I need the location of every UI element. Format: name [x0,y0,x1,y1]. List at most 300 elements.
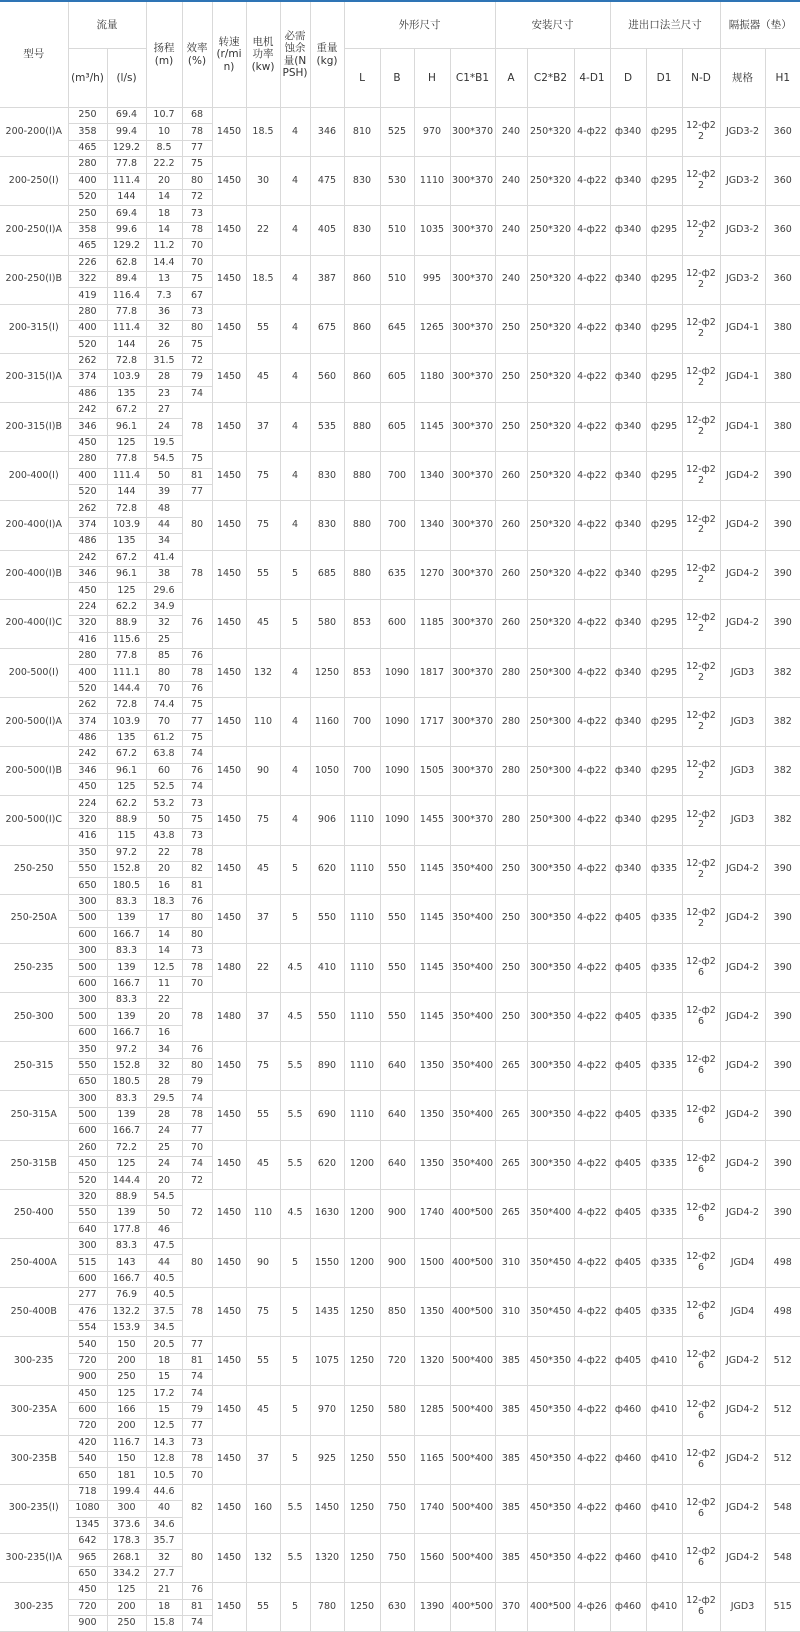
data-cell: 380 [765,353,800,402]
data-cell: 111.4 [107,468,146,484]
data-cell: ф295 [646,599,682,648]
data-cell: 1350 [414,1288,450,1337]
data-cell: 5 [280,599,310,648]
data-cell: 1450 [212,255,246,304]
data-cell: 10 [146,124,182,140]
data-cell: 18 [146,206,182,222]
table-row [0,943,800,959]
data-cell: 4 [280,353,310,402]
data-cell: 650 [68,878,107,894]
data-cell: 1110 [344,845,380,894]
data-cell: 166.7 [107,1025,146,1041]
data-cell: 620 [310,1140,344,1189]
data-cell: 1450 [212,747,246,796]
model-cell: 250-315A [0,1091,68,1140]
data-cell: 181 [107,1468,146,1484]
data-cell: 1450 [212,1484,246,1533]
data-cell: 382 [765,698,800,747]
data-cell: JGD4-2 [720,1435,765,1484]
model-cell: 200-315(I) [0,304,68,353]
data-cell: ф405 [610,993,646,1042]
data-cell: 75 [246,452,280,501]
data-cell: 265 [495,1189,527,1238]
data-cell: 17 [146,911,182,927]
data-cell: 250*320 [527,255,574,304]
efficiency-merged-cell: 82 [182,1484,212,1533]
data-cell: 385 [495,1484,527,1533]
data-cell: 690 [310,1091,344,1140]
data-cell: 250 [107,1370,146,1386]
data-cell: 17.2 [146,1386,182,1402]
data-cell: 70 [182,239,212,255]
data-cell: 4-ф22 [574,943,610,992]
data-cell: JGD4-2 [720,1533,765,1582]
data-cell: 73 [182,796,212,812]
data-cell: 96.1 [107,566,146,582]
data-cell: 54.5 [146,452,182,468]
data-cell: 4-ф22 [574,108,610,157]
data-cell: ф405 [610,1140,646,1189]
data-cell: JGD4-2 [720,1091,765,1140]
data-cell: 400*500 [450,1189,495,1238]
data-cell: 250*320 [527,206,574,255]
data-cell: 24 [146,1124,182,1140]
data-cell: 1450 [212,1238,246,1287]
data-cell: 4.5 [280,1189,310,1238]
data-cell: 80 [182,927,212,943]
data-cell: 20 [146,861,182,877]
table-row [0,993,800,1009]
data-cell: 880 [344,452,380,501]
data-cell: 67.2 [107,747,146,763]
data-cell: 26 [146,337,182,353]
data-cell: ф460 [610,1583,646,1632]
data-cell: 970 [414,108,450,157]
data-cell: 370 [495,1583,527,1632]
data-cell: 139 [107,911,146,927]
data-cell: 12-ф26 [682,1238,720,1287]
data-cell: 400 [68,665,107,681]
data-cell: 28 [146,370,182,386]
data-cell: 310 [495,1288,527,1337]
data-cell: 346 [68,566,107,582]
data-cell: JGD4-2 [720,894,765,943]
data-cell: 400 [68,468,107,484]
data-cell: 250*320 [527,599,574,648]
data-cell: 374 [68,714,107,730]
data-cell: ф340 [610,353,646,402]
data-cell: 250*320 [527,108,574,157]
data-cell: 550 [310,894,344,943]
data-cell: 1285 [414,1386,450,1435]
header-spec: 规格 [720,49,765,108]
data-cell: JGD4 [720,1288,765,1337]
data-cell: 250 [495,993,527,1042]
data-cell: 4-ф22 [574,1288,610,1337]
data-cell: 18.5 [246,108,280,157]
model-cell: 200-200(I)A [0,108,68,157]
data-cell: 1350 [414,1140,450,1189]
data-cell: 1740 [414,1484,450,1533]
data-cell: 12-ф22 [682,501,720,550]
data-cell: 12-ф26 [682,1042,720,1091]
data-cell: 520 [68,189,107,205]
data-cell: 640 [68,1222,107,1238]
data-cell: 500*400 [450,1435,495,1484]
data-cell: 25 [146,1140,182,1156]
data-cell: 346 [68,419,107,435]
data-cell: 144.4 [107,1173,146,1189]
data-cell: 385 [495,1386,527,1435]
data-cell: ф295 [646,648,682,697]
data-cell: 1340 [414,501,450,550]
data-cell: 750 [380,1484,414,1533]
data-cell: 81 [182,1599,212,1615]
data-cell: JGD3 [720,1583,765,1632]
data-cell: 250 [68,108,107,124]
table-row [0,648,800,664]
data-cell: 1450 [212,648,246,697]
data-cell: 250 [495,403,527,452]
data-cell: 1450 [212,206,246,255]
efficiency-merged-cell: 76 [182,599,212,648]
data-cell: 43.8 [146,829,182,845]
data-cell: 385 [495,1435,527,1484]
data-cell: 132.2 [107,1304,146,1320]
table-row [0,698,800,714]
data-cell: 72.2 [107,1140,146,1156]
data-cell: ф410 [646,1386,682,1435]
data-cell: 4-ф22 [574,206,610,255]
model-cell: 200-400(I) [0,452,68,501]
data-cell: 55 [246,1337,280,1386]
data-cell: 4 [280,796,310,845]
data-cell: 81 [182,878,212,894]
data-cell: 240 [495,157,527,206]
data-cell: 125 [107,1157,146,1173]
data-cell: 500 [68,1107,107,1123]
data-cell: 44.6 [146,1484,182,1500]
data-cell: 650 [68,1075,107,1091]
data-cell: ф295 [646,796,682,845]
data-cell: 750 [380,1533,414,1582]
table-body [0,2,800,1632]
data-cell: 53.2 [146,796,182,812]
header-ND: N-D [682,49,720,108]
data-cell: 85 [146,648,182,664]
data-cell: 970 [310,1386,344,1435]
data-cell: 1630 [310,1189,344,1238]
data-cell: 37 [246,1435,280,1484]
data-cell: 548 [765,1484,800,1533]
data-cell: 1110 [344,993,380,1042]
table-row [0,1583,800,1599]
data-cell: 152.8 [107,1058,146,1074]
data-cell: 360 [765,108,800,157]
data-cell: 81 [182,468,212,484]
data-cell: 12-ф26 [682,1435,720,1484]
data-cell: 400*500 [527,1583,574,1632]
data-cell: 75 [182,730,212,746]
pump-spec-table [0,2,800,1632]
data-cell: 4-ф26 [574,1583,610,1632]
data-cell: 12-ф22 [682,304,720,353]
data-cell: 600 [380,599,414,648]
data-cell: 15.8 [146,1615,182,1631]
data-cell: 650 [68,1468,107,1484]
data-cell: ф335 [646,1288,682,1337]
data-cell: 580 [310,599,344,648]
data-cell: ф335 [646,943,682,992]
data-cell: 36 [146,304,182,320]
data-cell: 250*320 [527,403,574,452]
data-cell: 550 [380,1435,414,1484]
data-cell: JGD4-2 [720,501,765,550]
data-cell: 530 [380,157,414,206]
data-cell: 60 [146,763,182,779]
data-cell: 76 [182,1042,212,1058]
data-cell: 390 [765,993,800,1042]
data-cell: ф340 [610,157,646,206]
data-cell: 1180 [414,353,450,402]
data-cell: 77 [182,714,212,730]
data-cell: 73 [182,829,212,845]
data-cell: 380 [765,304,800,353]
data-cell: 1200 [344,1238,380,1287]
model-cell: 250-315B [0,1140,68,1189]
data-cell: 4 [280,747,310,796]
data-cell: 50 [146,812,182,828]
data-cell: 4-ф22 [574,1435,610,1484]
efficiency-merged-cell: 78 [182,403,212,452]
data-cell: 346 [68,763,107,779]
data-cell: 61.2 [146,730,182,746]
data-cell: 1450 [212,845,246,894]
data-cell: 645 [380,304,414,353]
data-cell: 12-ф22 [682,698,720,747]
data-cell: 5 [280,550,310,599]
data-cell: 34.6 [146,1517,182,1533]
data-cell: 1250 [344,1583,380,1632]
data-cell: ф295 [646,698,682,747]
data-cell: 144 [107,189,146,205]
data-cell: 4 [280,452,310,501]
data-cell: ф460 [610,1386,646,1435]
data-cell: 4-ф22 [574,698,610,747]
data-cell: 512 [765,1337,800,1386]
data-cell: 250*320 [527,157,574,206]
data-cell: 900 [68,1370,107,1386]
data-cell: 1480 [212,993,246,1042]
data-cell: 322 [68,271,107,287]
data-cell: 1165 [414,1435,450,1484]
data-cell: 1090 [380,698,414,747]
data-cell: 260 [495,501,527,550]
data-cell: 12-ф22 [682,796,720,845]
data-cell: 22 [146,845,182,861]
data-cell: 250*300 [527,796,574,845]
data-cell: 75 [182,698,212,714]
data-cell: 650 [68,1566,107,1582]
header-speed: 转速(r/min) [212,2,246,108]
header-4D1: 4-D1 [574,49,610,108]
data-cell: 300*350 [527,894,574,943]
table-row [0,1189,800,1205]
data-cell: 300*370 [450,206,495,255]
data-cell: 166 [107,1402,146,1418]
data-cell: 12-ф22 [682,599,720,648]
data-cell: 1450 [212,1583,246,1632]
data-cell: 382 [765,796,800,845]
data-cell: 280 [68,452,107,468]
data-cell: 350 [68,1042,107,1058]
data-cell: JGD3-2 [720,157,765,206]
model-cell: 200-250(I)B [0,255,68,304]
data-cell: 300*350 [527,845,574,894]
data-cell: 300*350 [527,993,574,1042]
header-H1: H1 [765,49,800,108]
data-cell: 550 [68,1206,107,1222]
data-cell: 39 [146,484,182,500]
table-row [0,108,800,124]
data-cell: 925 [310,1435,344,1484]
data-cell: 74 [182,1370,212,1386]
data-cell: 450 [68,780,107,796]
data-cell: ф295 [646,255,682,304]
data-cell: 55 [246,550,280,599]
data-cell: 34.5 [146,1320,182,1336]
data-cell: JGD4-2 [720,1042,765,1091]
data-cell: 400*500 [450,1288,495,1337]
data-cell: 1435 [310,1288,344,1337]
table-row [0,747,800,763]
data-cell: 18.5 [246,255,280,304]
data-cell: 390 [765,1091,800,1140]
data-cell: 103.9 [107,714,146,730]
data-cell: 4-ф22 [574,157,610,206]
data-cell: 1450 [212,1533,246,1582]
data-cell: 5 [280,1386,310,1435]
data-cell: 675 [310,304,344,353]
data-cell: 139 [107,1009,146,1025]
data-cell: 45 [246,1386,280,1435]
data-cell: 72.8 [107,698,146,714]
data-cell: 380 [765,403,800,452]
data-cell: 139 [107,1206,146,1222]
data-cell: 78 [182,960,212,976]
data-cell: JGD4-2 [720,599,765,648]
data-cell: 300*370 [450,648,495,697]
data-cell: 350*400 [450,1140,495,1189]
data-cell: 4 [280,206,310,255]
data-cell: 4-ф22 [574,845,610,894]
data-cell: 720 [380,1337,414,1386]
data-cell: 96.1 [107,419,146,435]
data-cell: 69.4 [107,108,146,124]
data-cell: 500*400 [450,1533,495,1582]
data-cell: 450 [68,1583,107,1599]
data-cell: ф340 [610,403,646,452]
data-cell: ф295 [646,353,682,402]
table-row [0,1238,800,1254]
data-cell: 1250 [310,648,344,697]
data-cell: 77.8 [107,648,146,664]
data-cell: 4-ф22 [574,894,610,943]
data-cell: 853 [344,648,380,697]
data-cell: 390 [765,550,800,599]
data-cell: 144 [107,337,146,353]
data-cell: 55 [246,1583,280,1632]
data-cell: 44 [146,517,182,533]
data-cell: 77 [182,484,212,500]
data-cell: 300*350 [527,1140,574,1189]
data-cell: 382 [765,648,800,697]
data-cell: 500*400 [450,1386,495,1435]
data-cell: 1185 [414,599,450,648]
data-cell: 262 [68,501,107,517]
data-cell: 605 [380,403,414,452]
data-cell: 280 [495,648,527,697]
table-row [0,845,800,861]
data-cell: 300*350 [527,1091,574,1140]
data-cell: 260 [495,599,527,648]
data-cell: 880 [344,550,380,599]
header-D1: D1 [646,49,682,108]
data-cell: 242 [68,550,107,566]
data-cell: 77 [182,140,212,156]
data-cell: 540 [68,1337,107,1353]
data-cell: 74 [182,780,212,796]
model-cell: 200-315(I)B [0,403,68,452]
data-cell: 78 [182,845,212,861]
data-cell: ф340 [610,108,646,157]
data-cell: 300*370 [450,796,495,845]
data-cell: 1110 [344,796,380,845]
data-cell: 300*370 [450,403,495,452]
data-cell: 385 [495,1533,527,1582]
data-cell: 55 [246,304,280,353]
efficiency-merged-cell: 72 [182,1189,212,1238]
data-cell: 260 [68,1140,107,1156]
data-cell: ф295 [646,452,682,501]
data-cell: ф460 [610,1533,646,1582]
data-cell: 12-ф26 [682,1484,720,1533]
data-cell: 486 [68,386,107,402]
data-cell: JGD3-2 [720,108,765,157]
data-cell: 135 [107,730,146,746]
data-cell: 600 [68,1402,107,1418]
data-cell: 55 [246,1091,280,1140]
data-cell: 115 [107,829,146,845]
data-cell: 5.5 [280,1533,310,1582]
data-cell: 4-ф22 [574,648,610,697]
efficiency-merged-cell: 78 [182,1288,212,1337]
data-cell: 4-ф22 [574,1484,610,1533]
data-cell: 500 [68,911,107,927]
data-cell: 76 [182,681,212,697]
data-cell: 72.8 [107,353,146,369]
data-cell: 22 [246,943,280,992]
data-cell: 350*400 [450,943,495,992]
data-cell: 358 [68,222,107,238]
data-cell: ф295 [646,501,682,550]
data-cell: 5.5 [280,1091,310,1140]
data-cell: 265 [495,1042,527,1091]
data-cell: 180.5 [107,878,146,894]
data-cell: 27.7 [146,1566,182,1582]
data-cell: 32 [146,616,182,632]
data-cell: 1817 [414,648,450,697]
